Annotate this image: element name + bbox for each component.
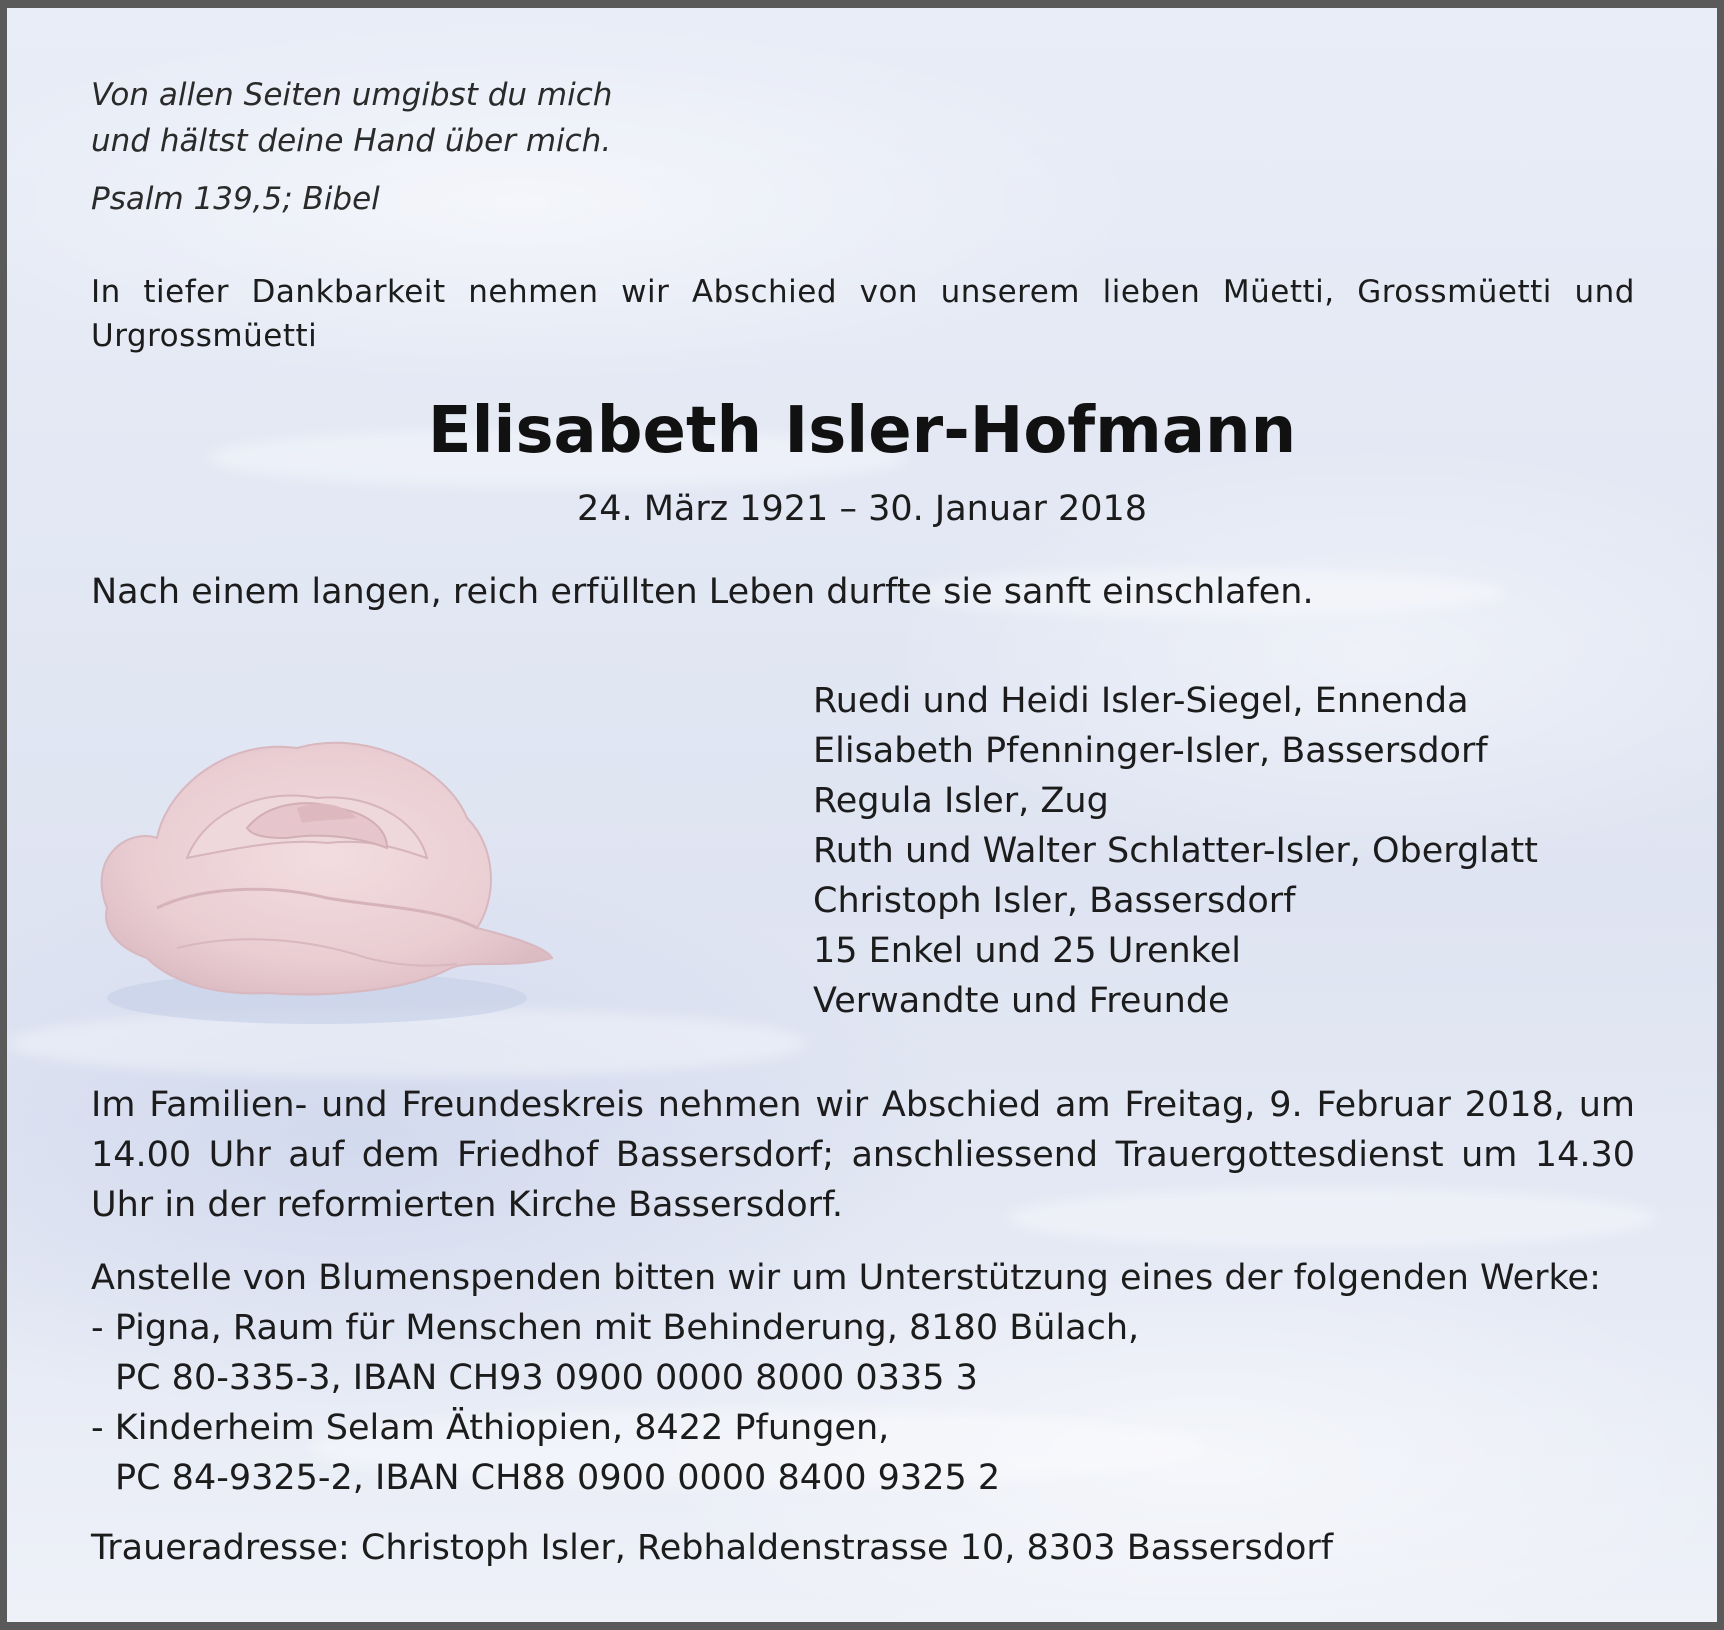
epigraph: [91, 72, 612, 164]
donation-org-account: PC 80-335-3, IBAN CH93 0900 0000 8000 0335 3: [115, 1358, 978, 1398]
mourner-item: Christoph Isler, Bassersdorf: [813, 881, 1296, 921]
mourner-item: Ruth und Walter Schlatter-Isler, Oberglatt: [813, 831, 1538, 871]
intro-text: In tiefer Dankbarkeit nehmen wir Abschied von unserem lieben Müetti, Grossmüetti und Urgrossmüetti: [91, 274, 1635, 354]
donation-section: [91, 1253, 1601, 1503]
mourning-address: Traueradresse: Christoph Isler, Rebhaldenstrasse 10, 8303 Bassersdorf: [91, 1528, 1334, 1568]
mourner-item: 15 Enkel und 25 Urenkel: [813, 931, 1241, 971]
donation-org-name: - Kinderheim Selam Äthiopien, 8422 Pfungen,: [91, 1408, 890, 1448]
epigraph-source: Psalm 139,5; Bibel: [91, 181, 380, 217]
obituary-notice: [7, 8, 1717, 1622]
ceremony-text: Im Familien- und Freundeskreis nehmen wir Abschied am Freitag, 9. Februar 2018, um 14.00 Uhr auf dem Friedhof Bassersdorf; anschliessend Trauergottesdienst um 14.30 Uhr in der reformierten Kirche Bassersdorf.: [91, 1085, 1635, 1225]
statement-text: Nach einem langen, reich erfüllten Leben durfte sie sanft einschlafen.: [91, 572, 1314, 612]
rose-image: [67, 708, 567, 1028]
mourner-item: Regula Isler, Zug: [813, 781, 1109, 821]
donation-org-name: - Pigna, Raum für Menschen mit Behinderung, 8180 Bülach,: [91, 1308, 1140, 1348]
deceased-name: Elisabeth Isler-Hofmann: [427, 394, 1297, 468]
mourner-item: Verwandte und Freunde: [813, 981, 1230, 1021]
mourner-item: Elisabeth Pfenninger-Isler, Bassersdorf: [813, 731, 1488, 771]
life-dates: 24. März 1921 – 30. Januar 2018: [576, 489, 1148, 529]
mourners-list: [813, 676, 1538, 1026]
epigraph-line: und hältst deine Hand über mich.: [91, 123, 612, 159]
epigraph-line: Von allen Seiten umgibst du mich: [91, 77, 613, 113]
donation-org-account: PC 84-9325-2, IBAN CH88 0900 0000 8400 9325 2: [115, 1458, 1001, 1498]
mourner-item: Ruedi und Heidi Isler-Siegel, Ennenda: [813, 681, 1469, 721]
donation-intro: Anstelle von Blumenspenden bitten wir um Unterstützung eines der folgenden Werke:: [91, 1258, 1601, 1298]
